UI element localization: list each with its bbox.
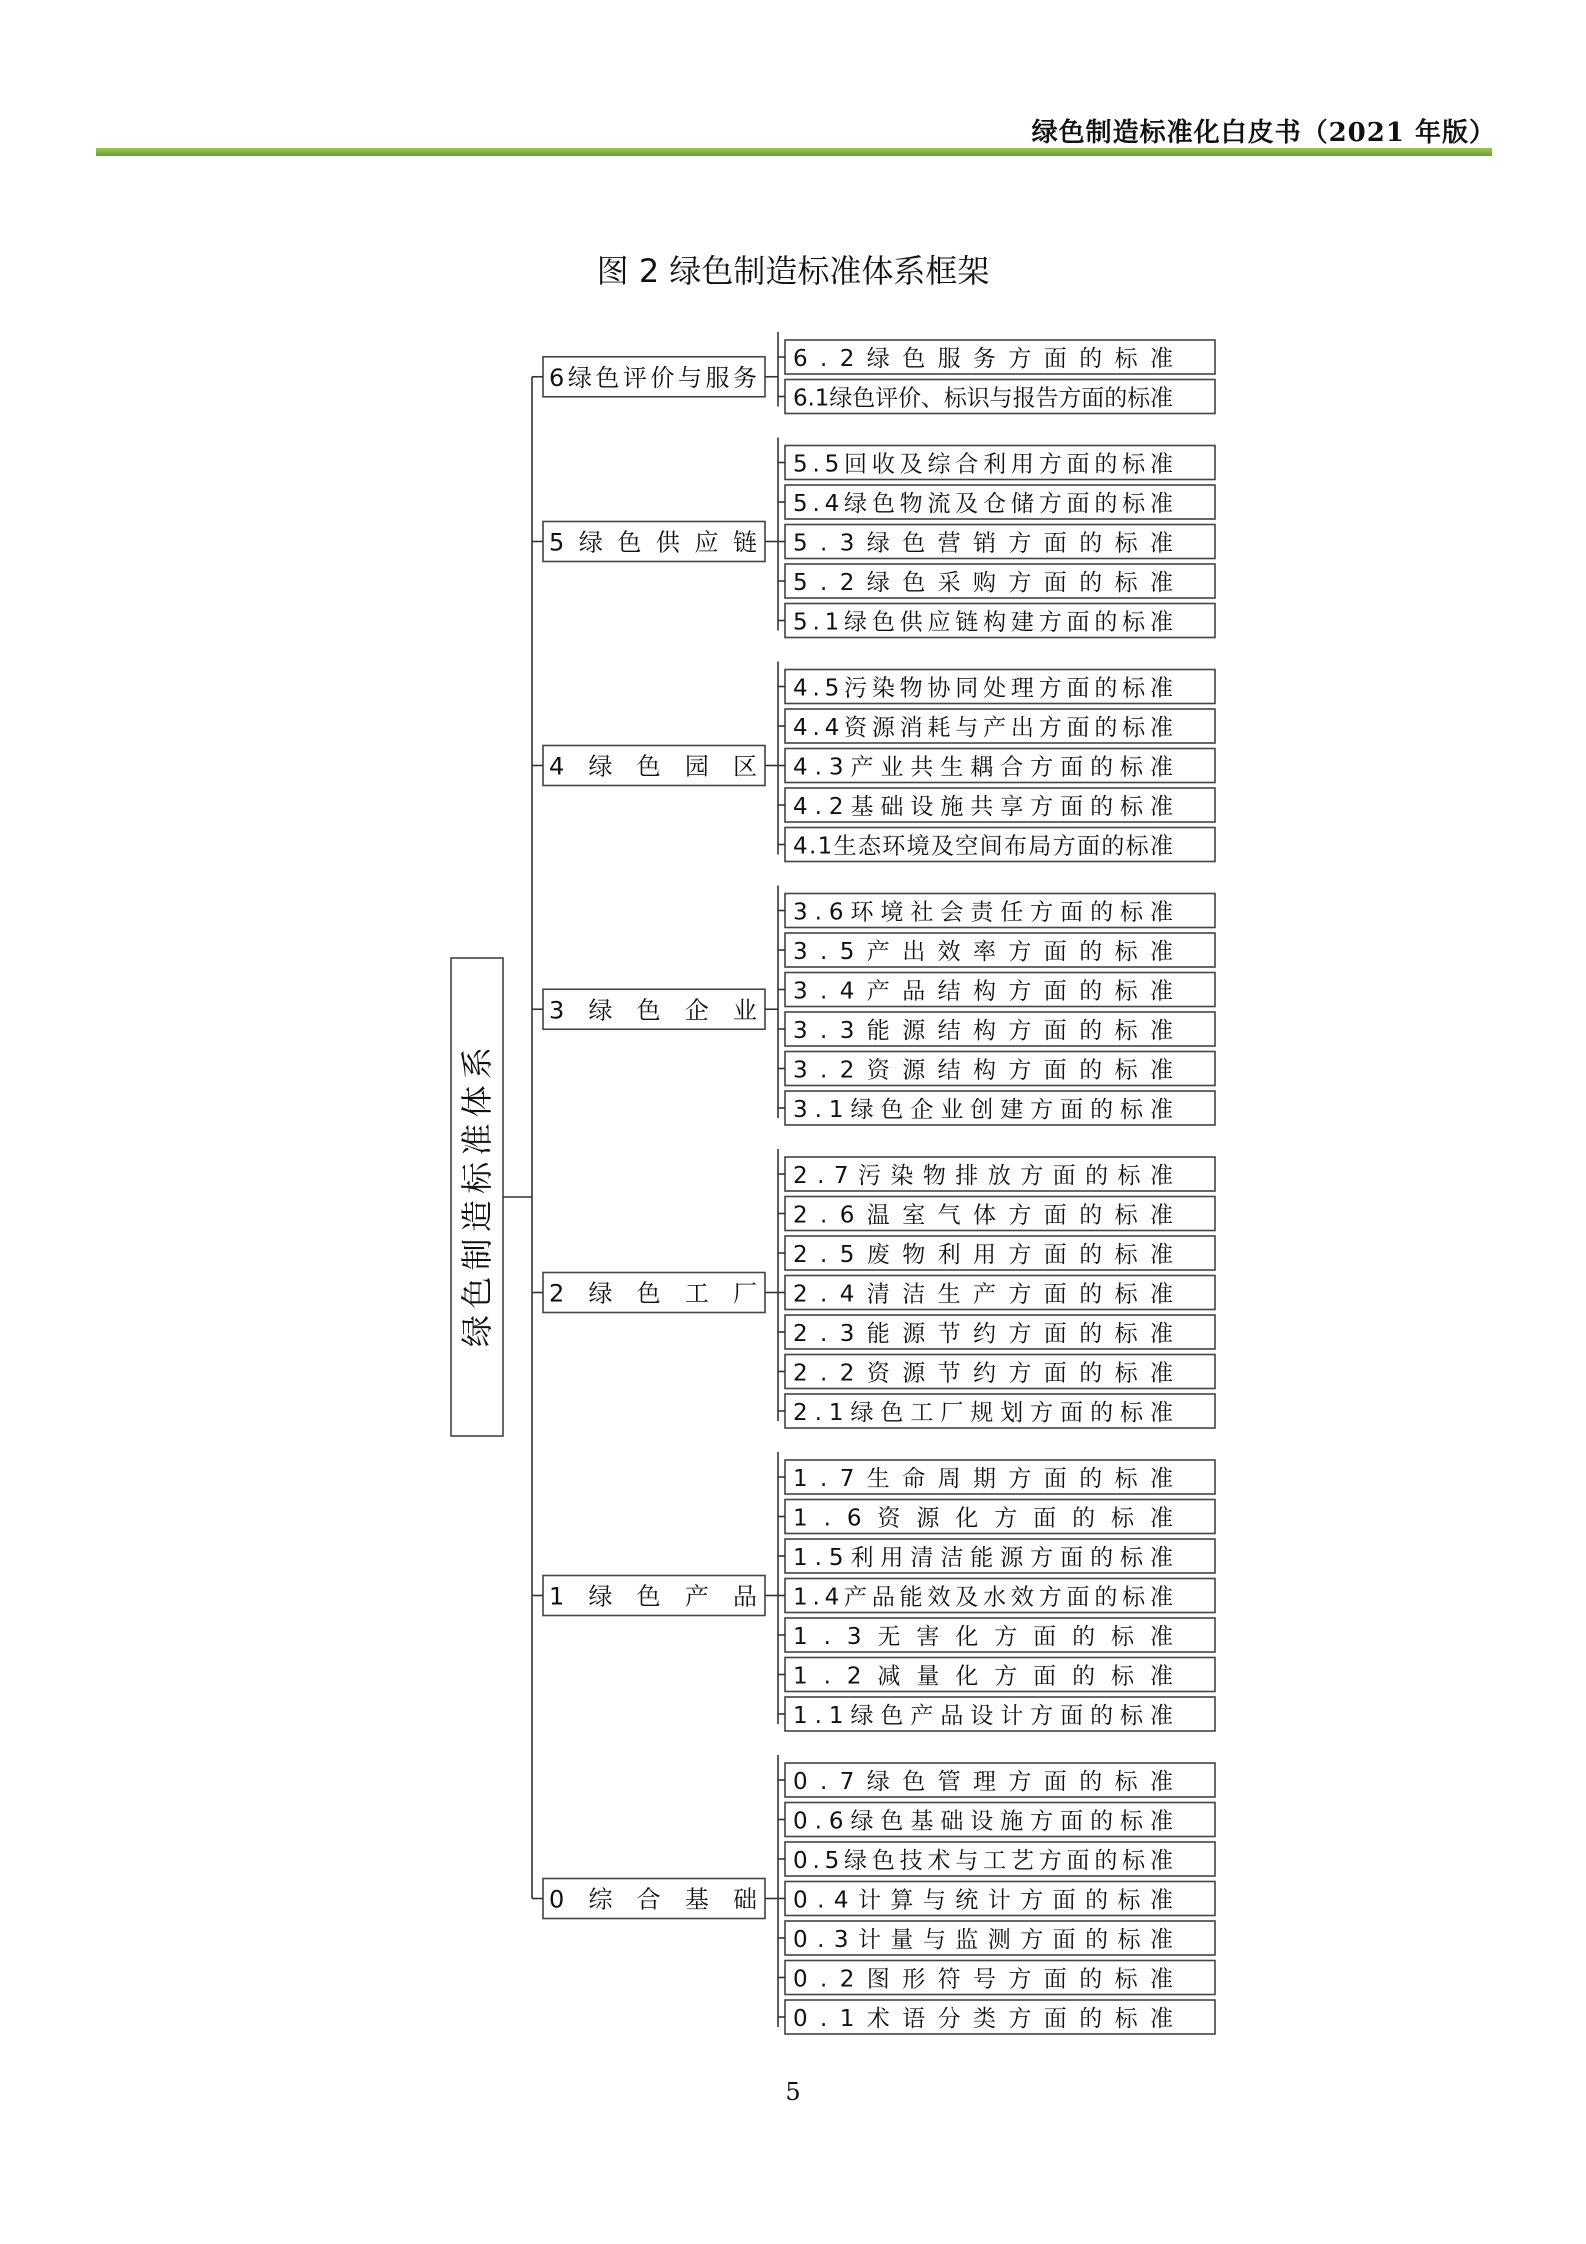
standard-item-label: 0.2图形符号方面的标准 (793, 1966, 1173, 1993)
category-box (543, 522, 765, 562)
standard-item-label: 0.6绿色基础设施方面的标准 (793, 1808, 1173, 1835)
category-label: 0综合基础 (549, 1885, 757, 1914)
standard-item-label: 3.6环境社会责任方面的标准 (793, 899, 1173, 926)
standard-item-label: 2.7污染物排放方面的标准 (793, 1163, 1173, 1189)
standard-item-label: 2.5废物利用方面的标准 (793, 1242, 1173, 1268)
standard-item-label: 1.6资源化方面的标准 (793, 1505, 1173, 1532)
category-label: 4绿色园区 (549, 752, 757, 781)
standard-item-label: 4.2基础设施共享方面的标准 (793, 794, 1173, 820)
standard-item-label: 0.7绿色管理方面的标准 (793, 1769, 1173, 1795)
root-box (451, 958, 503, 1436)
category-label: 1绿色产品 (549, 1582, 757, 1611)
standard-item-label: 2.6温室气体方面的标准 (793, 1202, 1173, 1229)
standard-item-label: 0.4计算与统计方面的标准 (793, 1887, 1173, 1914)
standard-item-label: 0.5绿色技术与工艺方面的标准 (793, 1848, 1173, 1874)
standard-item-label: 2.1绿色工厂规划方面的标准 (793, 1400, 1173, 1426)
standard-item-label: 1.2减量化方面的标准 (793, 1663, 1173, 1690)
standard-item-label: 3.2资源结构方面的标准 (793, 1057, 1173, 1084)
standard-item-label: 2.4清洁生产方面的标准 (793, 1281, 1173, 1308)
standard-item-label: 5.3绿色营销方面的标准 (793, 530, 1173, 557)
standard-item-label: 6.1绿色评价、标识与报告方面的标准 (793, 385, 1173, 412)
standard-item-label: 5.1绿色供应链构建方面的标准 (793, 609, 1173, 636)
standard-item-label: 1.3无害化方面的标准 (793, 1624, 1173, 1650)
standard-item-label: 5.5回收及综合利用方面的标准 (793, 451, 1173, 478)
category-label: 5绿色供应链 (549, 528, 757, 557)
standard-item-label: 1.5利用清洁能源方面的标准 (793, 1545, 1173, 1571)
standard-item-label: 4.3产业共生耦合方面的标准 (793, 754, 1173, 781)
standard-item-label: 3.1绿色企业创建方面的标准 (793, 1097, 1173, 1123)
standard-item-label: 3.3能源结构方面的标准 (793, 1018, 1173, 1044)
category-label: 2绿色工厂 (549, 1279, 757, 1308)
running-header-title: 绿色制造标准化白皮书（2021 年版） (1031, 118, 1496, 148)
standard-item-label: 3.5产出效率方面的标准 (793, 939, 1173, 965)
standard-item-label: 4.5污染物协同处理方面的标准 (793, 675, 1173, 702)
standard-item-label: 1.1绿色产品设计方面的标准 (793, 1703, 1173, 1729)
standard-item-label: 0.1术语分类方面的标准 (793, 2006, 1173, 2032)
standard-item-label: 6.2绿色服务方面的标准 (793, 346, 1173, 372)
standard-item-label: 0.3计量与监测方面的标准 (793, 1927, 1173, 1953)
standard-item-label: 2.2资源节约方面的标准 (793, 1360, 1173, 1387)
standard-item-label: 3.4产品结构方面的标准 (793, 978, 1173, 1005)
standard-item-label: 1.4产品能效及水效方面的标准 (793, 1584, 1173, 1611)
standard-item-label: 5.4绿色物流及仓储方面的标准 (793, 491, 1173, 517)
page-number: 5 (785, 2078, 801, 2106)
root-label: 绿色制造标准体系 (458, 1047, 496, 1347)
category-label: 6绿色评价与服务 (549, 363, 757, 392)
standard-item-label: 4.4资源消耗与产出方面的标准 (793, 715, 1173, 741)
standard-item-label: 5.2绿色采购方面的标准 (793, 570, 1173, 596)
category-label: 3绿色企业 (549, 996, 757, 1025)
figure-title: 图 2 绿色制造标准体系框架 (596, 252, 990, 290)
standard-item-label: 1.7生命周期方面的标准 (793, 1466, 1173, 1492)
standard-item-label: 4.1生态环境及空间布局方面的标准 (793, 833, 1173, 860)
standard-item-label: 2.3能源节约方面的标准 (793, 1321, 1173, 1347)
